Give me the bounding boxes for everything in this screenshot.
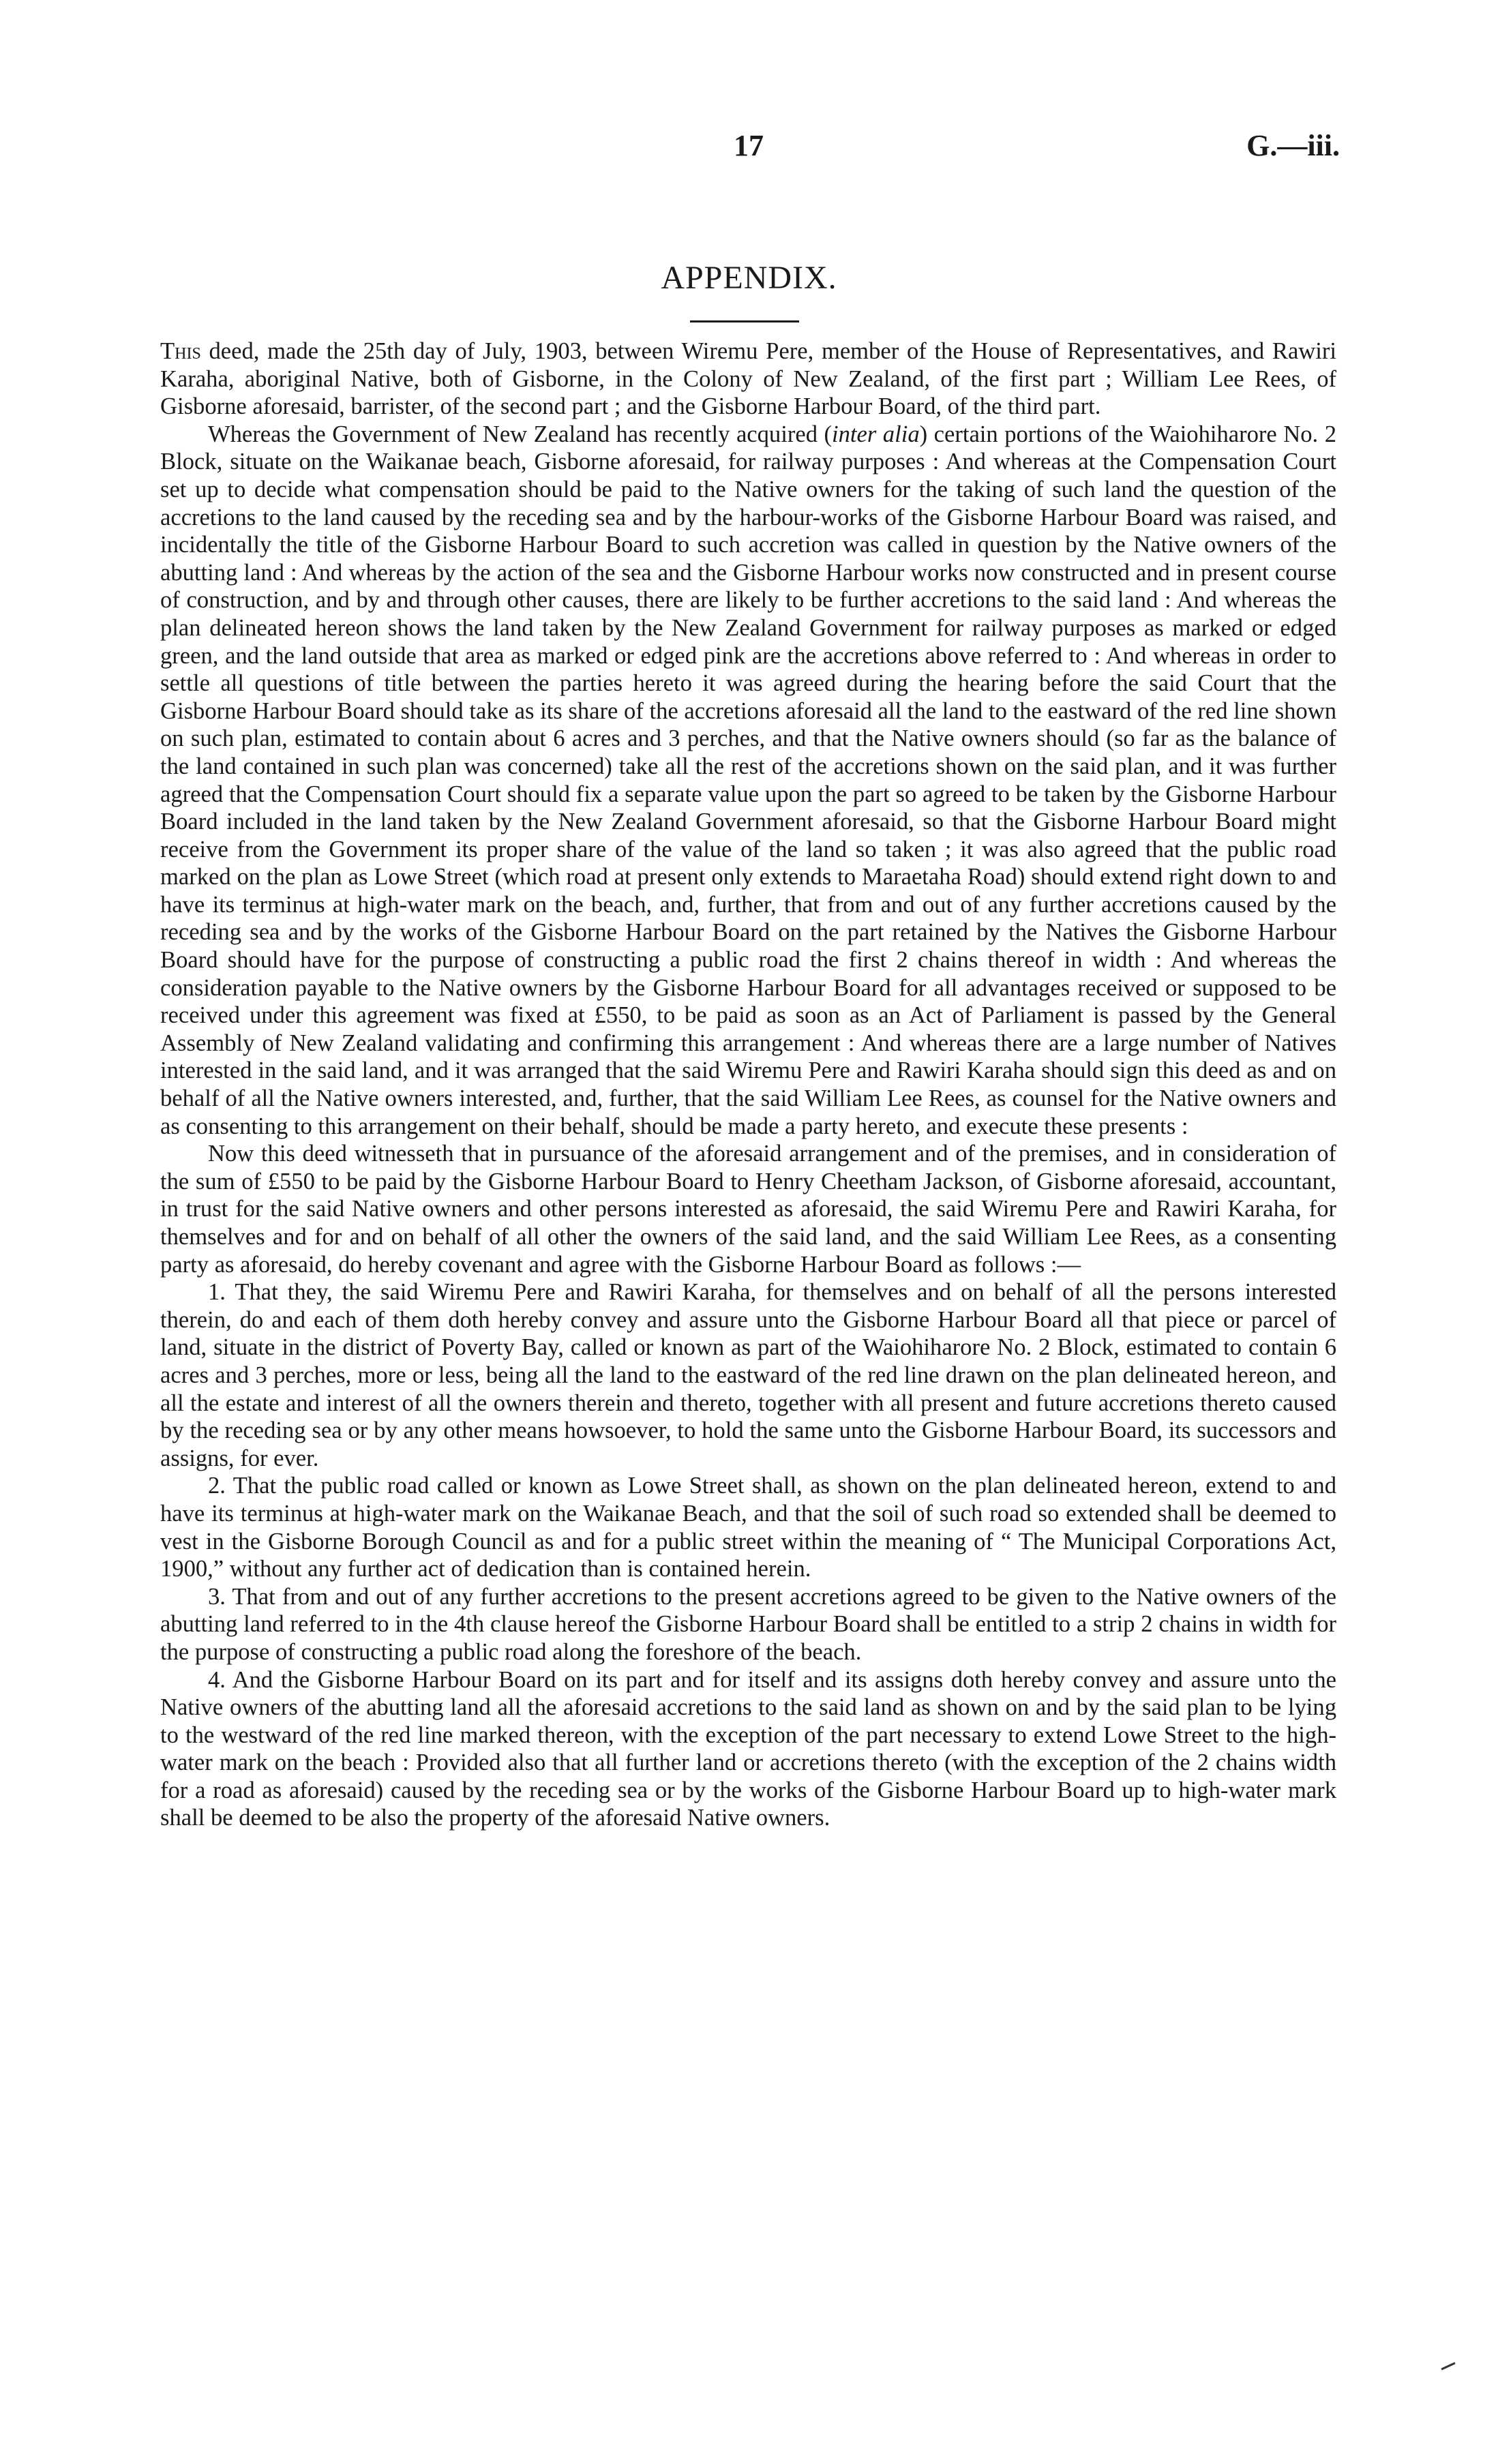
clause-3-paragraph: 3. That from and out of any further accretions to the present accretions agreed to be given to the Native owners of the abutting land referred to in the 4th clause hereof the Gisborne Harbour Board shall be entitled to a strip 2 chains in width for the purpose of constructing a public road along the foreshore of the beach.	[160, 1583, 1336, 1665]
paper-reference: G.—iii.	[1246, 129, 1340, 162]
deed-intro-paragraph	[160, 337, 1336, 421]
deed-body	[160, 337, 1336, 1832]
whereas-text-a: Whereas the Government of New Zealand has recently acquired (	[208, 421, 832, 447]
deed-lead-word: This	[160, 338, 201, 364]
clause-2-paragraph: 2. That the public road called or known as Lowe Street shall, as shown on the plan delineated hereon, extend to and have its terminus at high-water mark on the Waikanae Beach, and that the soil of such road so extended shall be deemed to vest in the Gisborne Borough Council as and for a public street within the meaning of “ The Municipal Corporations Act, 1900,” without any further act of dedication than is contained herein.	[160, 1473, 1336, 1582]
whereas-italic: inter alia	[832, 421, 920, 447]
clause-1-paragraph: 1. That they, the said Wiremu Pere and Rawiri Karaha, for themselves and on behalf of all the persons interested therein, do and each of them doth hereby convey and assure unto the Gisborne Harbour Board all that piece or parcel of land, situate in the district of Poverty Bay, called or known as part of the Waiohiharore No. 2 Block, estimated to contain 6 acres and 3 perches, more or less, being all the land to the eastward of the red line drawn on the plan delineated hereon, and all the estate and interest of all the owners therein and thereto, together with all present and future accretions thereto caused by the receding sea or by any other means howsoever, to hold the same unto the Gisborne Harbour Board, its successors and assigns, for ever.	[160, 1279, 1336, 1471]
whereas-text-b: ) certain portions of the Waiohiharore No. 2 Block, situate on the Waikanae beach, Gisborne aforesaid, for railway purposes : And whereas at the Compensation Court set up to decide what compensation should be paid to the Native owners for the taking of such land the question of the accretions to the land caused by the receding sea and by the harbour-works of the Gisborne Harbour Board was raised, and incidentally the title of the Gisborne Harbour Board to such accretion was called in question by the Native owners of the abutting land : And whereas by the action of the sea and the Gisborne Harbour works now constructed and in present course of construction, and by and through other causes, there are likely to be further accretions to the said land : And whereas the plan delineated hereon shows the land taken by the New Zealand Government for railway purposes as marked or edged green, and the land outside that area as marked or edged pink are the accretions above referred to : And whereas in order to settle all questions of title between the parties hereto it was agreed during the hearing before the said Court that the Gisborne Harbour Board should take as its share of the accretions aforesaid all the land to the eastward of the red line shown on such plan, estimated to contain about 6 acres and 3 perches, and that the Native owners should (so far as the balance of the land contained in such plan was concerned) take all the rest of the accretions shown on the said plan, and it was further agreed that the Compensation Court should fix a separate value upon the part so agreed to be taken by the Gisborne Harbour Board included in the land taken by the New Zealand Government aforesaid, so that the Gisborne Harbour Board might receive from the Government its proper share of the value of the land so taken ; it was also agreed that the public road marked on the plan as Lowe Street (which road at present only extends to Maraetaha Road) should extend right down to and have its terminus at high-water mark on the beach, and, further, that from and out of any further accretions caused by the receding sea and by the works of the Gisborne Harbour Board on the part retained by the Natives the Gisborne Harbour Board should have for the purpose of constructing a public road the first 2 chains thereof in width : And whereas the consideration payable to the Native owners by the Gisborne Harbour Board for all advantages received or supposed to be received under this agreement was fixed at £550, to be paid as soon as an Act of Parliament is passed by the General Assembly of New Zealand validating and confirming this arrangement : And whereas there are a large number of Natives interested in the said land, and it was arranged that the said Wiremu Pere and Rawiri Karaha should sign this deed as and on behalf of all the Native owners interested, and, further, that the said William Lee Rees, as counsel for the Native owners and as consenting to this arrangement on their behalf, should be made a party hereto, and execute these presents :	[160, 421, 1336, 1139]
whereas-paragraph	[160, 421, 1336, 1140]
clause-4-paragraph: 4. And the Gisborne Harbour Board on its part and for itself and its assigns doth hereby convey and assure unto the Native owners of the abutting land all the aforesaid accretions to the said land as shown on and by the said plan to be lying to the westward of the red line marked thereon, with the exception of the part necessary to extend Lowe Street to the high-water mark on the beach : Provided also that all further land or accretions thereto (with the exception of the 2 chains width for a road as aforesaid) caused by the receding sea or by the works of the Gisborne Harbour Board up to high-water mark shall be deemed to be also the property of the aforesaid Native owners.	[160, 1666, 1336, 1831]
scan-mark	[1441, 2362, 1455, 2370]
title-divider	[690, 320, 799, 322]
page-title: APPENDIX.	[661, 260, 837, 296]
deed-intro-text: deed, made the 25th day of July, 1903, between Wiremu Pere, member of the House of Representatives, and Rawiri Karaha, aboriginal Native, both of Gisborne, in the Colony of New Zealand, of the first part ; William Lee Rees, of Gisborne aforesaid, barrister, of the second part ; and the Gisborne Harbour Board, of the third part.	[160, 338, 1336, 420]
page-number: 17	[734, 129, 764, 162]
witnesseth-paragraph: Now this deed witnesseth that in pursuance of the aforesaid arrangement and of the premises, and in consideration of the sum of £550 to be paid by the Gisborne Harbour Board to Henry Cheetham Jackson, of Gisborne aforesaid, accountant, in trust for the said Native owners and other persons interested as aforesaid, the said Wiremu Pere and Rawiri Karaha, for themselves and for and on behalf of all other the owners of the said land, and the said William Lee Rees, as a consenting party as aforesaid, do hereby covenant and agree with the Gisborne Harbour Board as follows :—	[160, 1141, 1336, 1278]
